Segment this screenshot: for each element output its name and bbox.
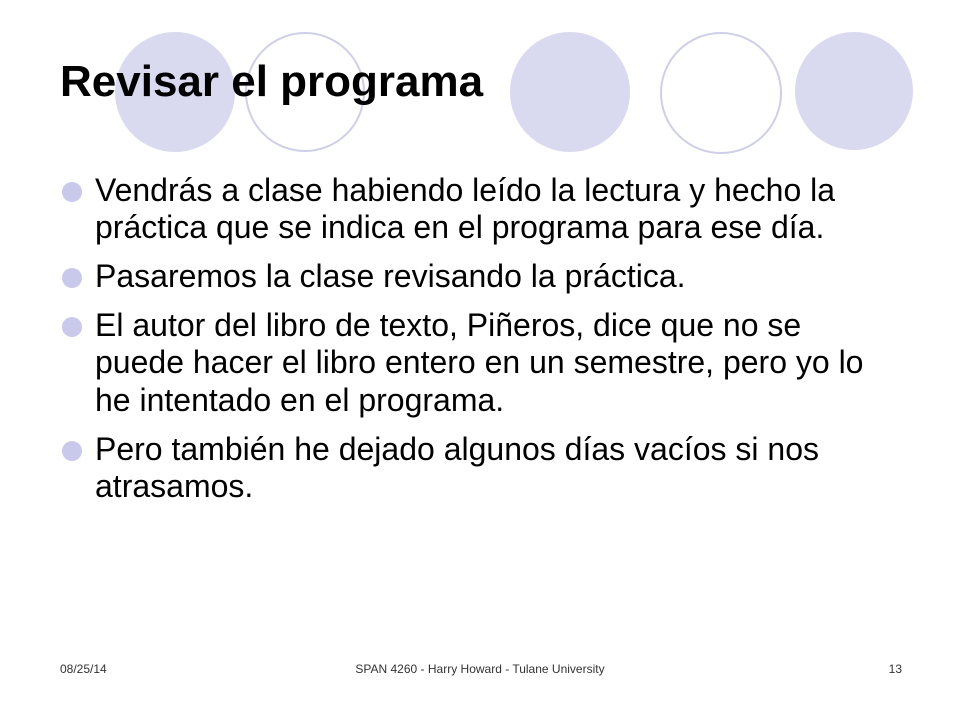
bullet-item: [62, 172, 882, 246]
bullet-dot-icon: [62, 182, 82, 202]
bullet-dot-icon: [62, 268, 82, 288]
slide-title: Revisar el programa: [60, 57, 484, 106]
page-number: 13: [888, 662, 902, 676]
bullet-text: El autor del libro de texto, Piñeros, dice que no se puede hacer el libro entero en un semestre, pero yo lo he intentado en el programa.: [95, 307, 864, 418]
footer-date: 08/25/14: [60, 662, 107, 676]
bullet-text: Vendrás a clase habiendo leído la lectura y hecho la práctica que se indica en el programa para ese día.: [95, 172, 836, 246]
bullet-text: Pasaremos la clase revisando la práctica.: [95, 258, 686, 295]
footer-text: SPAN 4260 - Harry Howard - Tulane University: [355, 662, 605, 676]
bullet-item: [62, 431, 882, 505]
bullet-dot-icon: [62, 441, 82, 461]
bullet-dot-icon: [62, 317, 82, 337]
bullet-text: Pero también he dejado algunos días vacíos si nos atrasamos.: [95, 430, 820, 504]
bullet-item: [62, 258, 882, 295]
bullet-item: [62, 307, 882, 418]
decorative-circle: [795, 32, 913, 150]
decorative-ring: [660, 32, 782, 154]
decorative-circle: [510, 32, 630, 152]
bullet-list: [62, 172, 882, 517]
